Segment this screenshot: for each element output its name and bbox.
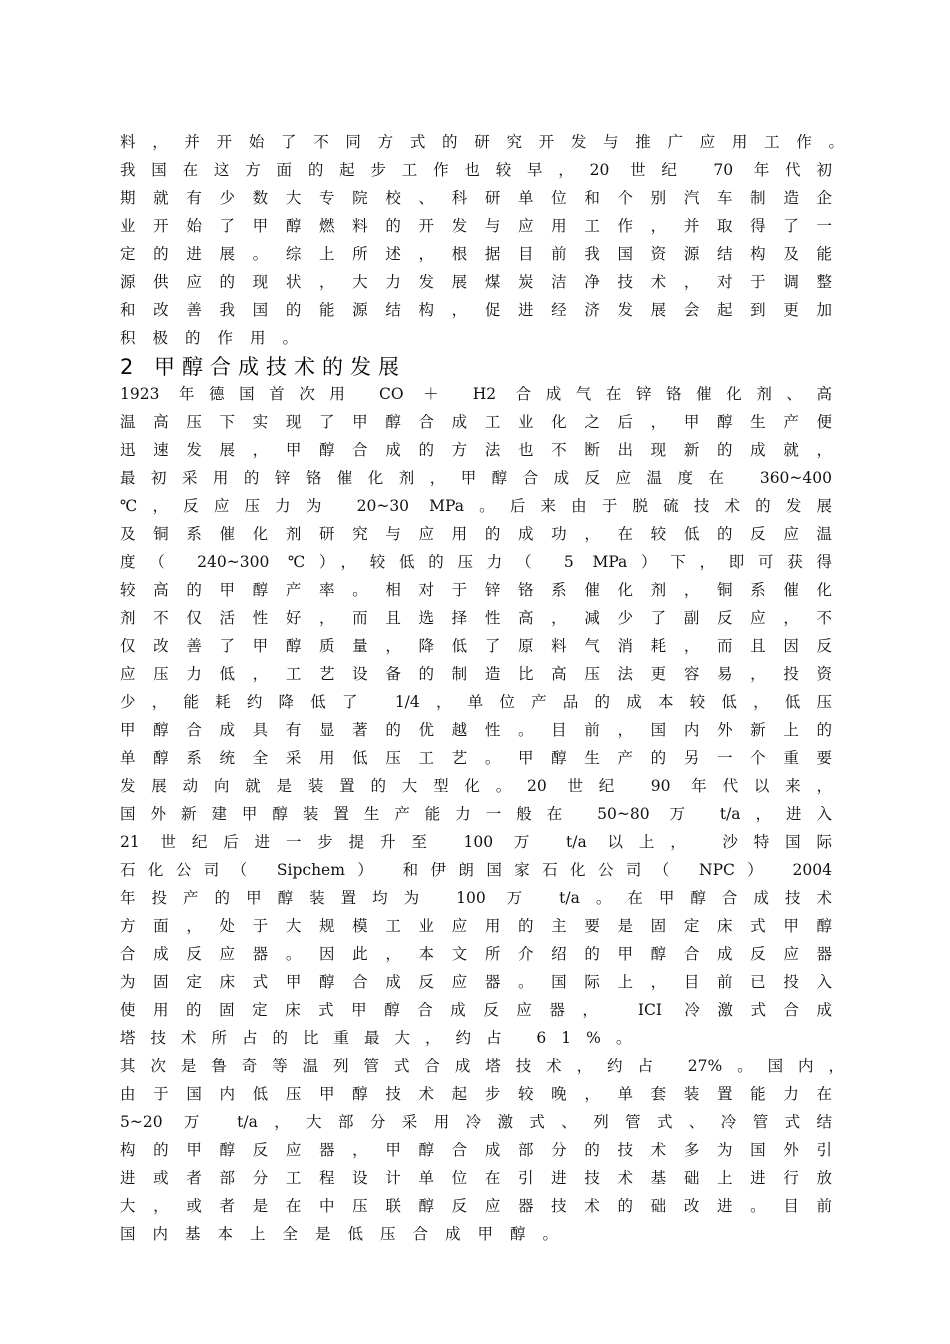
text-line: 源供应的现状，大力发展煤炭洁净技术，对于调整	[120, 273, 832, 291]
text-line: 温高压下实现了甲醇合成工业化之后，甲醇生产便	[120, 413, 832, 431]
text-line: 期就有少数大专院校、科研单位和个别汽车制造企	[120, 189, 832, 207]
text-line: ℃，反应压力为 20~30 MPa。后来由于脱硫技术的发展	[120, 497, 832, 515]
text-line: 甲醇合成具有显著的优越性。目前，国内外新上的	[120, 721, 832, 739]
text-line: 较高的甲醇产率。相对于锌铬系催化剂，铜系催化	[120, 581, 832, 599]
text-line: 合成反应器。因此，本文所介绍的甲醇合成反应器	[120, 945, 832, 963]
text-line: 业开始了甲醇燃料的开发与应用工作，并取得了一	[120, 217, 832, 235]
text-line: 及铜系催化剂研究与应用的成功，在较低的反应温	[120, 525, 832, 543]
text-line: 进或者部分工程设计单位在引进技术基础上进行放	[120, 1169, 832, 1187]
text-line: 塔技术所占的比重最大，约占 61%。	[120, 1029, 647, 1047]
text-line: 其次是鲁奇等温列管式合成塔技术，约占 27%。国内，	[120, 1057, 844, 1075]
text-line: 使用的固定床式甲醇合成反应器， ICI 冷激式合成	[120, 1001, 832, 1019]
text-line: 度（ 240~300 ℃），较低的压力（ 5 MPa）下，即可获得	[120, 553, 832, 571]
text-line: 方面，处于大规模工业应用的主要是固定床式甲醇	[120, 917, 832, 935]
text-line: 大，或者是在中压联醇反应器技术的础改进。目前	[120, 1197, 832, 1215]
text-line: 1923 年德国首次用 CO ＋ H2 合成气在锌铬催化剂、高	[120, 385, 832, 403]
text-line: 定的进展。综上所述，根据目前我国资源结构及能	[120, 245, 832, 263]
text-line: 少，能耗约降低了 1/4，单位产品的成本较低，低压	[120, 693, 832, 711]
text-line: 仅改善了甲醇质量，降低了原料气消耗，而且因反	[120, 637, 832, 655]
text-line: 由于国内低压甲醇技术起步较晚，单套装置能力在	[120, 1085, 832, 1103]
text-line: 发展动向就是装置的大型化。20 世纪 90 年代以来，	[120, 777, 832, 795]
text-line: 构的甲醇反应器，甲醇合成部分的技术多为国外引	[120, 1141, 832, 1159]
text-line: 5~20 万 t/a，大部分采用冷激式、列管式、冷管式结	[120, 1113, 832, 1131]
text-line: 单醇系统全采用低压工艺。甲醇生产的另一个重要	[120, 749, 832, 767]
text-line: 石化公司（ Sipchem） 和伊朗国家石化公司（ NPC） 2004	[120, 861, 832, 879]
section-heading: 2 甲醇合成技术的发展	[120, 355, 407, 379]
text-line: 最初采用的锌铬催化剂，甲醇合成反应温度在 360~400	[120, 469, 832, 487]
text-line: 国外新建甲醇装置生产能力一般在 50~80 万 t/a，进入	[120, 805, 832, 823]
text-line: 21 世纪后进一步提升至 100 万 t/a 以上， 沙特国际	[120, 833, 832, 851]
text-line: 剂不仅活性好，而且选择性高，减少了副反应，不	[120, 609, 832, 627]
text-line: 料，并开始了不同方式的研究开发与推广应用工作。	[120, 133, 844, 151]
text-line: 和改善我国的能源结构，促进经济发展会起到更加	[120, 301, 832, 319]
text-line: 应压力低，工艺设备的制造比高压法更容易，投资	[120, 665, 832, 683]
text-line: 年投产的甲醇装置均为 100 万 t/a。在甲醇合成技术	[120, 889, 832, 907]
text-line: 积极的作用。	[120, 329, 316, 347]
text-line: 迅速发展，甲醇合成的方法也不断出现新的成就，	[120, 441, 832, 459]
text-line: 我国在这方面的起步工作也较早，20 世纪 70 年代初	[120, 161, 832, 179]
text-line: 国内基本上全是低压合成甲醇。	[120, 1225, 576, 1243]
text-line: 为固定床式甲醇合成反应器。国际上，目前已投入	[120, 973, 832, 991]
